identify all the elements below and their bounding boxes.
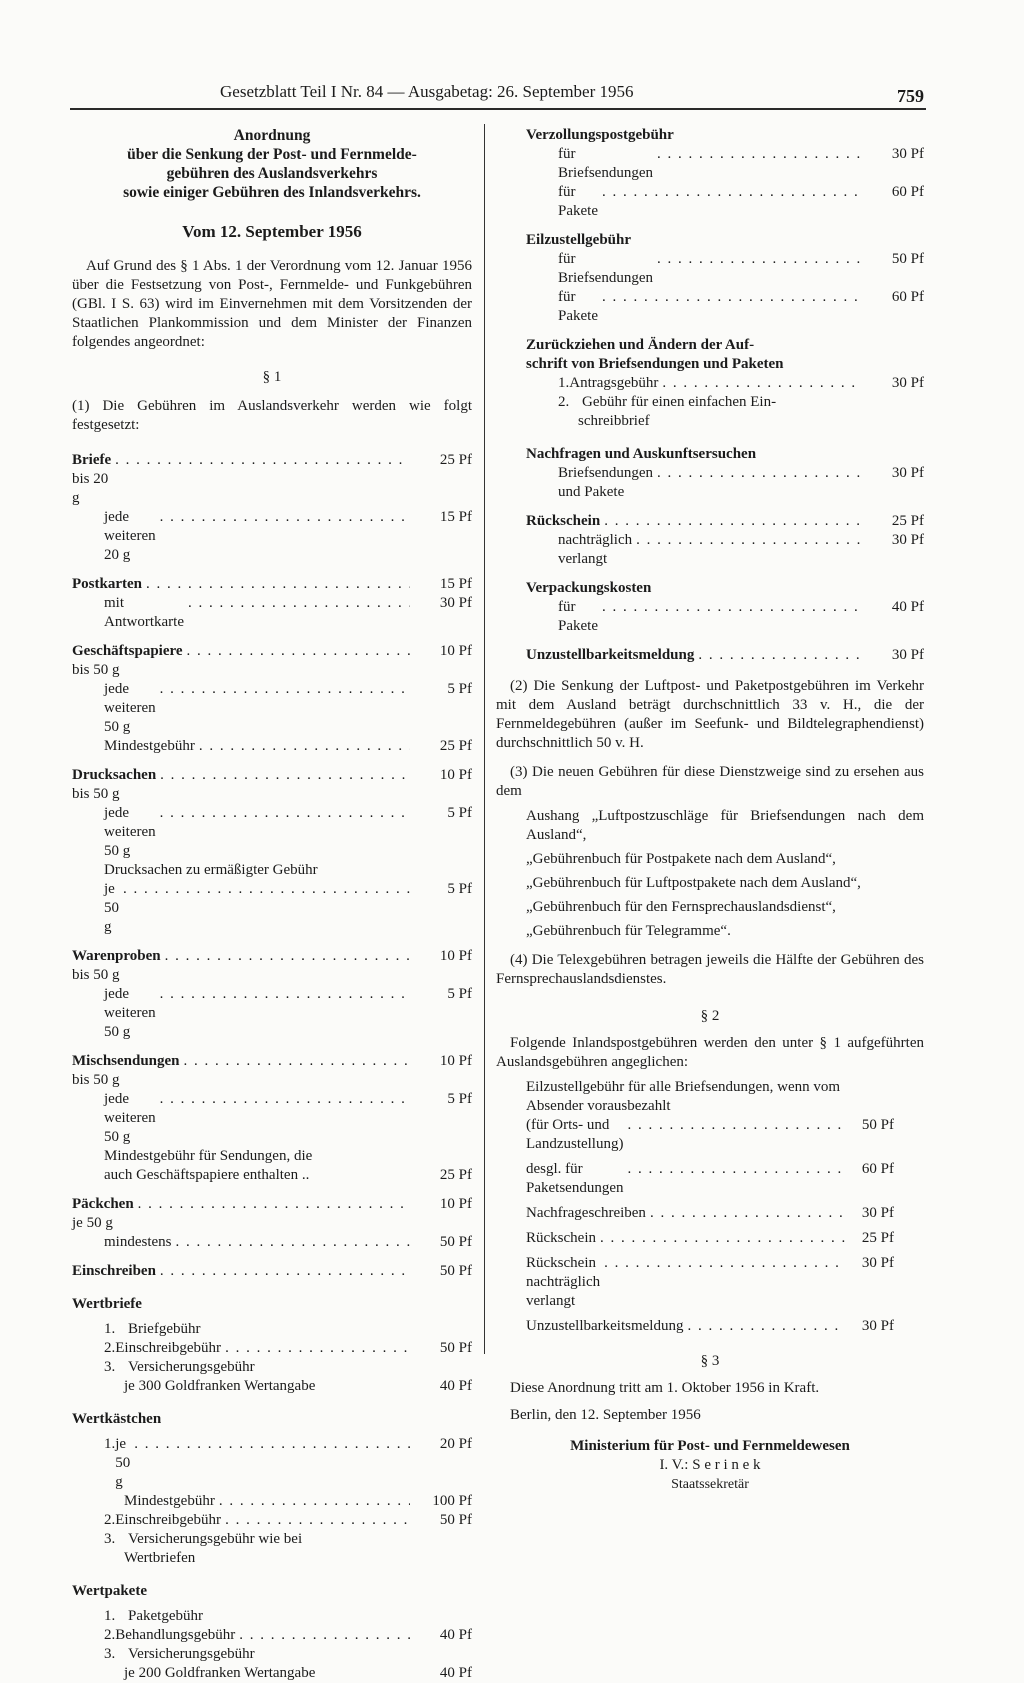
fee-amount: 10 Pf (439, 643, 472, 659)
list-item: „Gebührenbuch für Telegramme“. (526, 923, 731, 939)
fee-label: für Pakete (558, 599, 598, 634)
fee-label: jede weiteren 50 g (104, 805, 156, 859)
item-number: 2. (104, 1340, 116, 1356)
fee-amount: 20 Pf (439, 1436, 472, 1452)
fee-amount: 25 Pf (439, 1167, 472, 1183)
fee-label: (für Orts- und Landzustellung) (526, 1117, 624, 1152)
fee-amount: 30 Pf (861, 1318, 894, 1334)
fee-amount: 40 Pf (439, 1627, 472, 1643)
fee-group-verzollung (496, 126, 924, 221)
fee-label: Einschreibgebühr (115, 1512, 222, 1528)
fee-group-heading: Wertkästchen (72, 1411, 162, 1427)
item-number: 2. (558, 394, 570, 410)
fee-amount: 30 Pf (891, 375, 924, 391)
fee-label: Paketgebühr (128, 1608, 203, 1624)
item-number: 1. (104, 1436, 116, 1452)
fee-label: Einschreibgebühr (115, 1340, 222, 1356)
fee-label: Nachfrageschreiben (526, 1205, 646, 1221)
fee-group-heading: Wertbriefe (72, 1296, 142, 1312)
signatory: I. V.: S e r i n e k (659, 1457, 761, 1473)
section-2-intro: Folgende Inlandspostgebühren werden den unter § 1 aufgeführten Auslandsgebühren angeglichen: (496, 1035, 924, 1070)
date-line: Vom 12. September 1956 (182, 222, 362, 241)
page-number: 759 (897, 86, 924, 106)
fee-label: bis 50 g (72, 786, 120, 802)
fee-amount: 10 Pf (439, 948, 472, 964)
fee-group-heading: Wertpakete (72, 1583, 147, 1599)
fee-label: jede weiteren 50 g (104, 986, 156, 1040)
list-item: „Gebührenbuch für den Fernsprechauslandsdienst“, (526, 899, 836, 915)
fee-group-heading: Verpackungskosten (526, 580, 652, 596)
fee-label: je 200 Goldfranken Wertangabe (124, 1665, 316, 1681)
left-column (72, 126, 472, 1683)
fee-group-heading: Eilzustellgebühr (526, 232, 632, 248)
fee-group-wertkaestchen (72, 1410, 472, 1568)
fee-amount: 25 Pf (439, 738, 472, 754)
item-number: 3. (104, 1359, 116, 1375)
column-divider (484, 124, 485, 1354)
section-1-paragraph-4: (4) Die Telexgebühren betragen jeweils die Hälfte der Gebühren des Fernsprechauslandsdienstes. (496, 952, 924, 987)
fee-group-verpackung (496, 579, 924, 636)
fee-group-drucksachen (72, 766, 472, 937)
fee-amount: 100 Pf (432, 1493, 472, 1509)
fee-label: Rückschein nachträglich verlangt (526, 1255, 601, 1309)
fee-group-heading: Briefe (72, 452, 112, 468)
section-1-heading: § 1 (262, 369, 282, 385)
fee-amount: 30 Pf (891, 532, 924, 548)
fee-label: Mindestgebühr für Sendungen, die (104, 1148, 313, 1164)
fee-label: Briefsendungen und Pakete (558, 465, 653, 500)
fee-label: Drucksachen zu ermäßigter Gebühr (104, 862, 318, 878)
section-3-text: Diese Anordnung tritt am 1. Oktober 1956 in Kraft. (510, 1380, 820, 1396)
fee-amount: 10 Pf (439, 1196, 472, 1212)
title-line: über die Senkung der Post- und Fernmelde- (127, 146, 417, 163)
fee-amount: 40 Pf (891, 599, 924, 615)
fee-amount: 30 Pf (861, 1205, 894, 1221)
publication-list (496, 807, 924, 941)
fee-amount: 5 Pf (447, 1091, 472, 1107)
fee-group-briefe (72, 451, 472, 565)
fee-label: Gebühr für einen einfachen Ein- (582, 394, 777, 410)
section-1-paragraph-1: (1) Die Gebühren im Auslandsverkehr werden wie folgt festgesetzt: (72, 398, 472, 433)
fee-group-heading: Verzollungspostgebühr (526, 127, 674, 143)
item-number: 2. (104, 1512, 116, 1528)
fee-amount: 40 Pf (439, 1378, 472, 1394)
fee-group-mischsendungen (72, 1052, 472, 1185)
title-line: Anordnung (233, 127, 311, 144)
fee-label: je 300 Goldfranken Wertangabe (124, 1378, 316, 1394)
fee-label: Mindestgebühr (104, 738, 195, 754)
ministry-name: Ministerium für Post- und Fernmeldewesen (570, 1438, 850, 1454)
section-1-paragraph-2: (2) Die Senkung der Luftpost- und Paketpostgebühren im Verkehr mit dem Ausland beträgt durchschnittlich 33 v. H., die der Fernmeldegebühren (außer im Seefunk- und Bildtelegraphendienst) durchschnittlich 50 v. H. (496, 678, 924, 751)
fee-group-zurueckziehen (496, 336, 924, 431)
fee-group-eilzustellung (496, 231, 924, 326)
fee-amount: 25 Pf (439, 452, 472, 468)
fee-amount: 50 Pf (439, 1263, 472, 1279)
fee-label: mit Antwortkarte (104, 595, 184, 630)
fee-group-warenproben (72, 947, 472, 1042)
item-number: 1. (558, 375, 570, 391)
fee-amount: 15 Pf (439, 576, 472, 592)
fee-amount: 25 Pf (891, 513, 924, 529)
fee-label: Rückschein (526, 1230, 596, 1246)
fee-amount: 50 Pf (439, 1512, 472, 1528)
fee-group-einschreiben (72, 1262, 472, 1281)
fee-label: desgl. für Paketsendungen (526, 1161, 624, 1196)
place-and-date: Berlin, den 12. September 1956 (510, 1407, 701, 1423)
fee-amount: 30 Pf (891, 146, 924, 162)
list-item: „Gebührenbuch für Luftpostpakete nach dem Ausland“, (526, 875, 861, 891)
list-item: Aushang „Luftpostzuschläge für Briefsendungen nach dem Ausland“, (526, 808, 924, 843)
fee-label: mindestens (104, 1234, 172, 1250)
fee-group-postkarten (72, 575, 472, 632)
fee-label: jede weiteren 50 g (104, 1091, 156, 1145)
fee-label: Unzustellbarkeitsmeldung (526, 1318, 684, 1334)
fee-amount: 5 Pf (447, 805, 472, 821)
fee-label: für Briefsendungen (558, 146, 653, 181)
title-line: sowie einiger Gebühren des Inlandsverkehrs. (123, 184, 421, 201)
fee-label: nachträglich verlangt (558, 532, 633, 567)
header-rule (70, 108, 926, 110)
right-column (496, 126, 924, 1494)
fee-group-rueckschein (496, 512, 924, 569)
fee-group-heading: Einschreiben (72, 1263, 156, 1279)
fee-group-heading: Zurückziehen und Ändern der Auf- (526, 337, 755, 353)
fee-amount: 60 Pf (891, 184, 924, 200)
fee-label: Wertbriefen (124, 1550, 196, 1566)
fee-group-unzustellbarkeit (496, 646, 924, 665)
fee-amount: 15 Pf (439, 509, 472, 525)
fee-label: schreibbrief (578, 413, 650, 429)
fee-amount: 30 Pf (891, 465, 924, 481)
fee-label: Briefgebühr (128, 1321, 201, 1337)
list-item: „Gebührenbuch für Postpakete nach dem Ausland“, (526, 851, 836, 867)
fee-label: bis 50 g (72, 1072, 120, 1088)
fee-amount: 50 Pf (439, 1340, 472, 1356)
fee-amount: 50 Pf (861, 1117, 894, 1133)
fee-group-wertpakete (72, 1582, 472, 1683)
title-line: gebühren des Auslandsverkehrs (166, 165, 378, 182)
item-number: 1. (104, 1321, 116, 1337)
fee-amount: 50 Pf (439, 1234, 472, 1250)
fee-group-heading: Unzustellbarkeitsmeldung (526, 647, 695, 663)
fee-group-heading: Warenproben (72, 948, 161, 964)
fee-label: je 50 g (115, 1436, 131, 1490)
fee-label: jede weiteren 50 g (104, 681, 156, 735)
fee-label: bis 50 g (72, 967, 120, 983)
fee-label: bis 50 g (72, 662, 120, 678)
fee-label: Versicherungsgebühr (128, 1359, 255, 1375)
fee-group-nachfragen (496, 445, 924, 502)
running-header: Gesetzblatt Teil I Nr. 84 — Ausgabetag: 26. September 1956 (220, 82, 634, 101)
signatory-title: Staatssekretär (671, 1477, 749, 1492)
fee-amount: 10 Pf (439, 1053, 472, 1069)
fee-label: Versicherungsgebühr wie bei (128, 1531, 303, 1547)
fee-amount: 25 Pf (861, 1230, 894, 1246)
fee-group-wertbriefe (72, 1295, 472, 1396)
fee-label: auch Geschäftspapiere enthalten .. (104, 1167, 310, 1183)
fee-group-heading: Rückschein (526, 513, 601, 529)
fee-amount: 5 Pf (447, 986, 472, 1002)
section-2-heading: § 2 (700, 1008, 720, 1024)
preamble: Auf Grund des § 1 Abs. 1 der Verordnung vom 12. Januar 1956 über die Festsetzung von Post-, Fernmelde- und Funkgebühren (GBl. I S. 63) wird im Einvernehmen mit dem Vorsitzenden der Staatlichen Plankommission und dem Minister der Finanzen folgendes angeordnet: (72, 258, 472, 350)
fee-amount: 10 Pf (439, 767, 472, 783)
section-3-heading: § 3 (700, 1353, 720, 1369)
item-number: 3. (104, 1531, 116, 1547)
fee-label: je 50 g (104, 881, 119, 935)
item-number: 2. (104, 1627, 116, 1643)
fee-label: für Pakete (558, 289, 598, 324)
fee-label: für Briefsendungen (558, 251, 653, 286)
section-1-paragraph-3: (3) Die neuen Gebühren für diese Dienstzweige sind zu ersehen aus dem (496, 764, 924, 799)
fee-amount: 60 Pf (861, 1161, 894, 1177)
fee-amount: 30 Pf (861, 1255, 894, 1271)
fee-label: für Pakete (558, 184, 598, 219)
fee-group-heading: Nachfragen und Auskunftsersuchen (526, 446, 757, 462)
fee-label: Versicherungsgebühr (128, 1646, 255, 1662)
doc-title (72, 126, 472, 202)
fee-group-heading: Päckchen (72, 1196, 134, 1212)
fee-label: jede weiteren 20 g (104, 509, 156, 563)
fee-amount: 5 Pf (447, 881, 472, 897)
fee-group-heading: Postkarten (72, 576, 142, 592)
fee-label: Behandlungsgebühr (115, 1627, 236, 1643)
fee-amount: 30 Pf (439, 595, 472, 611)
fee-group-heading: schrift von Briefsendungen und Paketen (526, 356, 784, 372)
item-number: 3. (104, 1646, 116, 1662)
fee-label: je 50 g (72, 1215, 113, 1231)
fee-label: bis 20 g (72, 471, 109, 506)
fee-amount: 50 Pf (891, 251, 924, 267)
fee-group-heading: Drucksachen (72, 767, 157, 783)
fee-amount: 30 Pf (891, 647, 924, 663)
fee-label: Mindestgebühr (124, 1493, 215, 1509)
item-number: 1. (104, 1608, 116, 1624)
fee-label: Antragsgebühr (569, 375, 659, 391)
fee-group-heading: Geschäftspapiere (72, 643, 183, 659)
fee-amount: 5 Pf (447, 681, 472, 697)
domestic-fee-list (496, 1078, 924, 1336)
fee-group-paeckchen (72, 1195, 472, 1252)
fee-amount: 60 Pf (891, 289, 924, 305)
fee-group-heading: Mischsendungen (72, 1053, 180, 1069)
fee-amount: 40 Pf (439, 1665, 472, 1681)
fee-group-geschaeftspapiere (72, 642, 472, 756)
fee-label: Eilzustellgebühr für alle Briefsendungen, wenn vom Absender vorausbezahlt (526, 1079, 841, 1114)
